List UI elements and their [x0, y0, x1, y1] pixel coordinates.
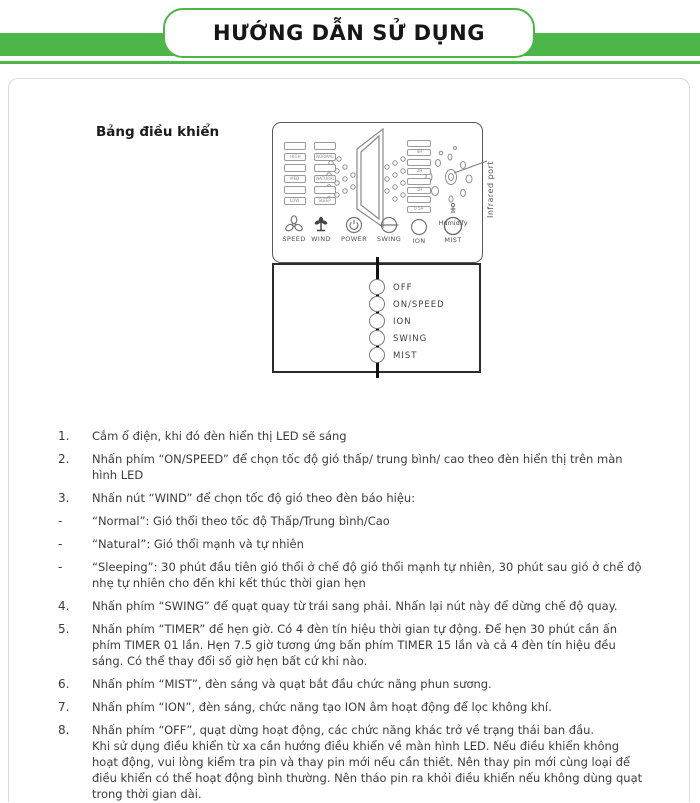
panel-button-power: POWER: [336, 215, 372, 243]
panel-button-swing: SWING: [371, 215, 407, 243]
remote-button-off: [369, 279, 385, 295]
instruction-item: [58, 621, 646, 669]
wind-led: [314, 142, 336, 150]
speed-led: [284, 186, 306, 194]
instruction-marker: 6.: [58, 677, 70, 691]
timer-led-1h: 1H: [407, 187, 431, 194]
speed-led: [284, 142, 306, 150]
timer-led: [407, 159, 431, 166]
instruction-marker: 3.: [58, 491, 70, 505]
speed-led-low: LOW: [284, 197, 306, 205]
wind-led-natural: NATURAL: [315, 176, 335, 181]
timer-led-2h: 2H: [407, 168, 431, 175]
power-icon: [336, 215, 372, 234]
instruction-text: Nhấn phím “MIST”, đèn sáng và quạt bắt đầu chức năng phun sương.: [92, 677, 492, 691]
led-dots-right: [385, 157, 405, 201]
instruction-item: [58, 536, 646, 552]
instruction-marker: -: [58, 560, 63, 574]
instruction-text: Nhấn phím “OFF”, quạt dừng hoạt động, các chức năng khác trở về trạng thái ban đầu.: [92, 723, 595, 737]
circle-button-icon: [435, 216, 471, 235]
page-title-box: [163, 8, 535, 58]
header-green-line: [0, 61, 700, 64]
instruction-marker: 5.: [58, 622, 70, 636]
instruction-item: [58, 513, 646, 529]
instruction-item: [58, 428, 646, 444]
instruction-text: Nhấn phím “TIMER” để hẹn giờ. Có 4 đèn tín hiệu thời gian tự động. Để hẹn 30 phút cần ấn phím TIMER 01 lần. Hẹn 7.5 giờ tương ứng bấn phím TIMER 15 lần và cả 4 đèn tín hiệu đều sáng. Có thể thay đổi số giờ hẹn bất cứ khi nào.: [92, 622, 618, 668]
instruction-text: Nhấn nút “WIND” để chọn tốc độ gió theo đèn báo hiệu:: [92, 491, 416, 505]
instruction-note: Khi sử dụng điều khiển từ xa cần hướng điều khiển về màn hình LED. Nếu điều khiển không hoạt động, vui lòng kiểm tra pin và thay pin mới nếu cần thiết. Nên thay pin mới cùng loại để điều khiển có thể hoạt động bình thường. Nên tháo pin ra khỏi điều khiển nếu không dùng quạt trong thời gian dài.: [92, 739, 643, 801]
remote-label-off: OFF: [393, 283, 413, 293]
panel-button-wind: WIND: [303, 215, 339, 243]
instruction-marker: 8.: [58, 723, 70, 737]
instruction-item: [58, 699, 646, 715]
speed-led-column: [284, 142, 306, 205]
wind-led-sleep: SLEEP: [314, 197, 336, 205]
instruction-item: [58, 676, 646, 692]
wind-led: [314, 186, 336, 194]
timer-led: [407, 178, 431, 185]
timer-led-column: [407, 140, 431, 213]
remote-label-ion: ION: [393, 317, 412, 327]
flap-shape: [357, 129, 383, 227]
instruction-text: “Normal”: Gió thổi theo tốc độ Thấp/Trung bình/Cao: [92, 514, 390, 528]
instruction-item: [58, 598, 646, 614]
speed-led-med: MED: [284, 175, 306, 183]
humidify-label: Humidify: [438, 219, 468, 227]
wind-led-column: [314, 142, 336, 205]
panel-button-ion: ION: [401, 217, 437, 245]
panel-button-mist: MIST: [435, 216, 471, 244]
humidify-icon: [447, 202, 459, 214]
instruction-item: [58, 722, 646, 802]
control-panel-diagram: [272, 122, 483, 263]
remote-label-swing: SWING: [393, 334, 428, 344]
panel-button-speed: SPEED: [276, 215, 312, 243]
instruction-marker: -: [58, 514, 63, 528]
instruction-item: [58, 451, 646, 483]
remote-button-onspeed: [369, 296, 385, 312]
instruction-marker: 4.: [58, 599, 70, 613]
instruction-text: “Natural”: Gió thổi mạnh và tự nhiên: [92, 537, 304, 551]
remote-button-ion: [369, 313, 385, 329]
remote-button-swing: [369, 330, 385, 346]
remote-label-onspeed: ON/SPEED: [393, 300, 445, 310]
instruction-text: “Sleeping”: 30 phút đầu tiên gió thổi ở chế độ gió thổi mạnh tự nhiên, 30 phút sau gió ở chế độ nhẹ tự nhiên cho đến khi kết thúc thời gian hẹn: [92, 560, 642, 590]
remote-button-mist: [369, 347, 385, 363]
instruction-text: Nhấn phím “ON/SPEED” để chọn tốc độ gió thấp/ trung bình/ cao theo đèn hiển thị trên màn hình LED: [92, 452, 623, 482]
instruction-text: Cắm ổ điện, khi đó đèn hiển thị LED sẽ sáng: [92, 429, 347, 443]
wind-led: [314, 164, 336, 172]
circle-button-icon: [401, 217, 437, 236]
instruction-marker: 1.: [58, 429, 70, 443]
instruction-item: [58, 490, 646, 506]
speed-led-high: HIGH: [284, 153, 306, 161]
wind-tree-icon: [303, 215, 339, 234]
section-label: Bảng điều khiển: [96, 124, 220, 140]
infrared-port-icon: [426, 147, 487, 203]
instruction-list: [58, 428, 646, 803]
instruction-item: [58, 559, 646, 591]
instruction-text: Nhấn phím “ION”, đèn sáng, chức năng tạo ION âm hoạt động để lọc không khí.: [92, 700, 552, 714]
timer-led-4h: 4H: [407, 149, 431, 156]
instruction-marker: 7.: [58, 700, 70, 714]
instruction-marker: 2.: [58, 452, 70, 466]
timer-led-05h: 0.5H: [407, 206, 431, 213]
speed-led: [284, 164, 306, 172]
timer-led: [407, 196, 431, 203]
instruction-text: Nhấn phím “SWING” để quạt quay từ trái sang phải. Nhấn lại nút này để dừng chế độ quay.: [92, 599, 618, 613]
infrared-port-label: Infrared port: [486, 161, 495, 218]
remote-label-mist: MIST: [393, 351, 418, 361]
wind-led-normal: NORMAL: [314, 153, 336, 161]
page-title: HƯỚNG DẪN SỬ DỤNG: [213, 21, 485, 45]
timer-led: [407, 140, 431, 147]
instruction-marker: -: [58, 537, 63, 551]
